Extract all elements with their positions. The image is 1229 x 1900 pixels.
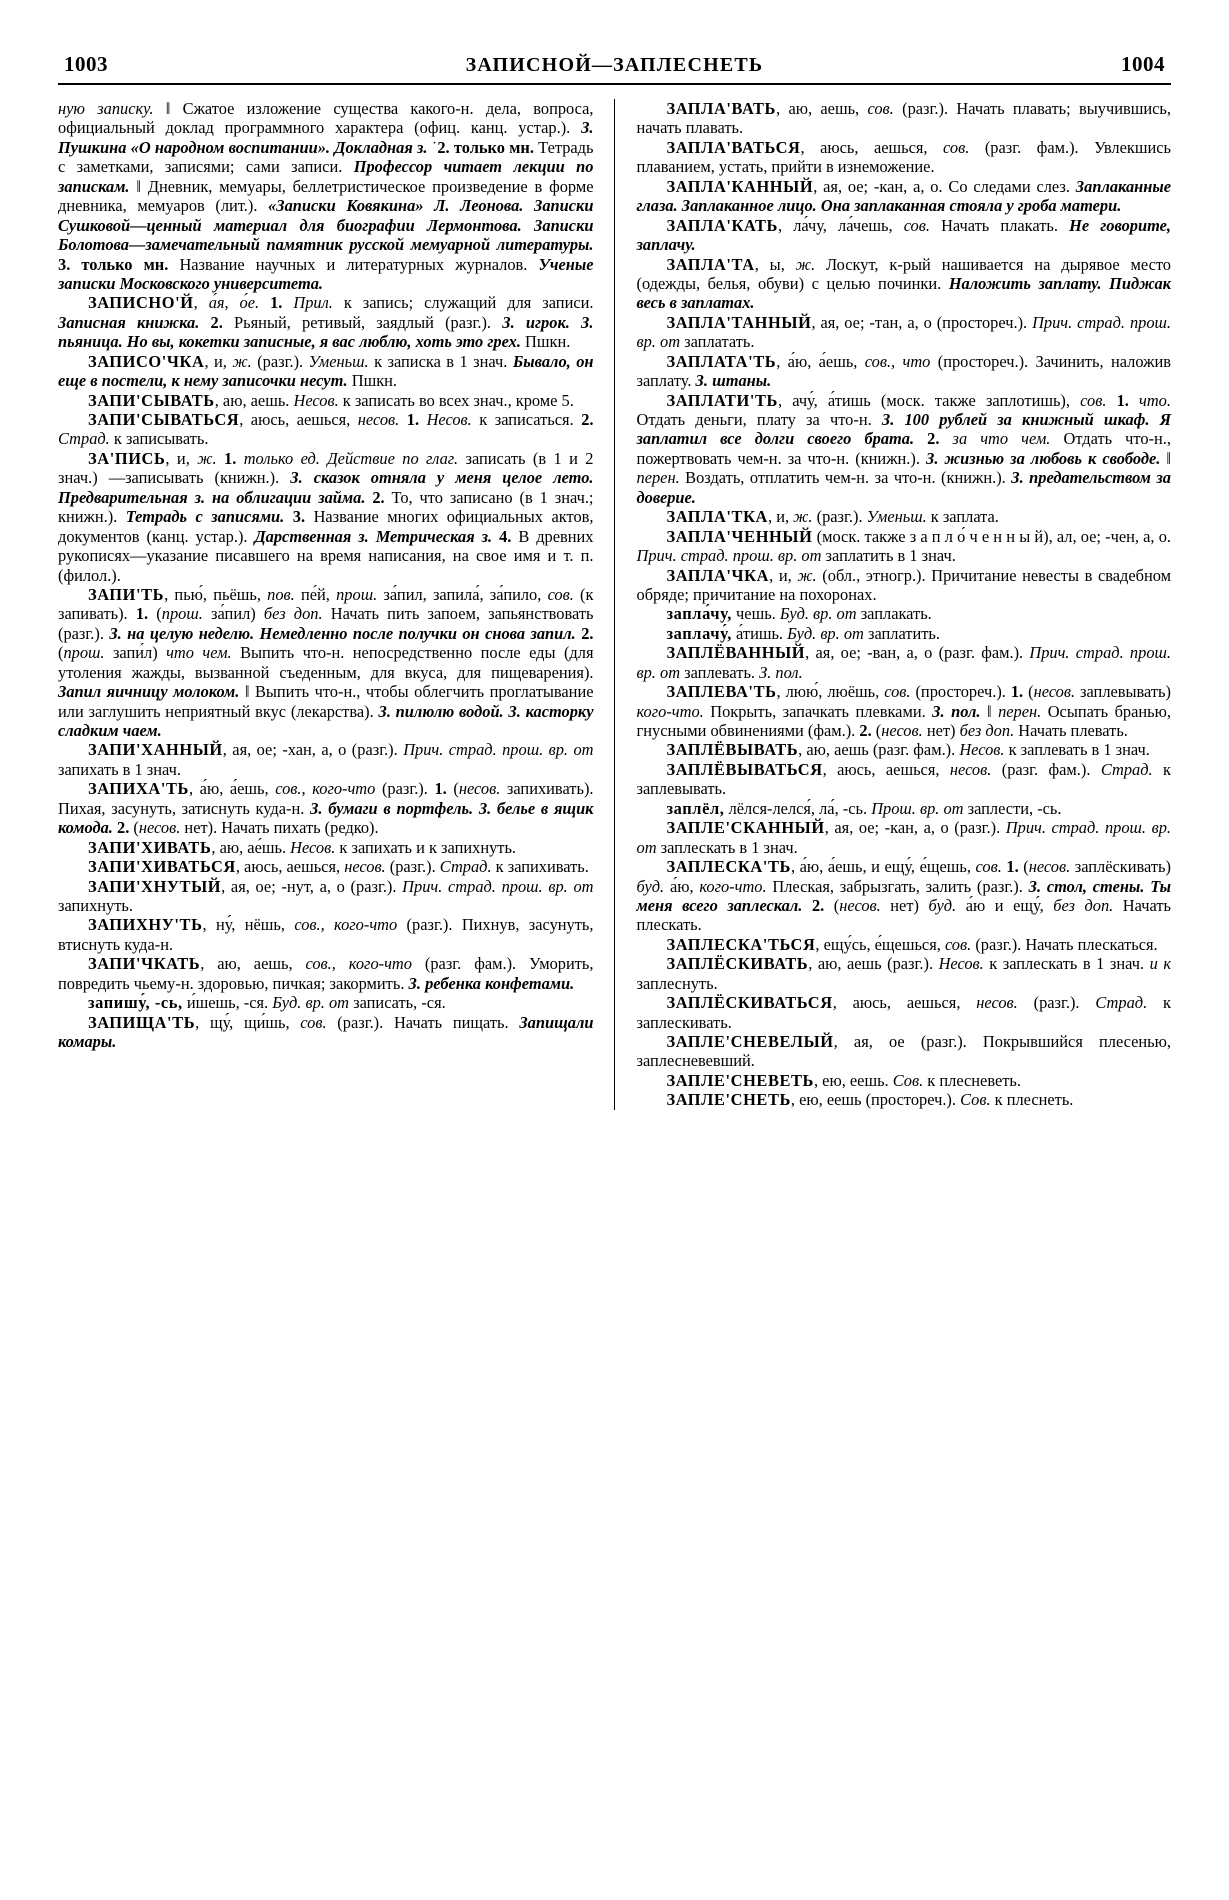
- dictionary-entry: ЗАПЛАТА'ТЬ, а́ю, а́ешь, сов., что (простореч.). Зачинить, наложив заплату. З. штаны.: [636, 351, 1171, 391]
- dictionary-entry: ЗАПЛА'КАТЬ, ла́чу, ла́чешь, сов. Начать плакать. Не говорите, заплачу.: [636, 215, 1171, 255]
- dictionary-entry: запишу́, -сь, и́шешь, -ся. Буд. вр. от записать, -ся.: [88, 993, 446, 1013]
- dictionary-entry: ЗА'ПИСЬ, и, ж. 1. только ед. Действие по глаг. записать (в 1 и 2 знач.) —записывать (книжн.). З. сказок отняла у меня целое лето. Предварительная з. на облигации займа. 2. То, что записано (в 1 знач.; книжн.). Тетрадь с записями. 3. Название многих официальных актов, документов (канц. устар.). Дарственная з. Метрическая з. 4. В древних рукописях—указание писавшего на время написания, на свое имя и т. п. (филол.).: [58, 448, 594, 585]
- dictionary-entry: ЗАПЛЁСКИВАТЬСЯ, аюсь, аешься, несов. (разг.). Страд. к заплескивать.: [636, 993, 1171, 1032]
- dictionary-entry: ЗАПЛА'ТА, ы, ж. Лоскут, к-рый нашивается на дырявое место (одежды, белья, обуви) с целью починки. Наложить заплату. Пиджак весь в заплатах.: [636, 254, 1171, 313]
- running-title: ЗАПИСНОЙ—ЗАПЛЕСНЕТЬ: [465, 54, 764, 76]
- dictionary-entry: ЗАПЛА'ВАТЬ, аю, аешь, сов. (разг.). Начать плавать; выучившись, начать плавать.: [636, 99, 1171, 138]
- dictionary-entry: ЗАПЛЕСКА'ТЬ, а́ю, а́ешь, и ещу́, е́щешь, сов. 1. (несов. заплёскивать) буд. а́ю, кого-что. Плеская, забрызгать, залить (разг.). З. стол, стены. Ты меня всего заплескал. 2. (несов. нет) буд. а́ю и ещу́, без доп. Начать плескать.: [636, 857, 1171, 935]
- dictionary-entry: ЗАПЛЕ'СНЕВЕТЬ, ею, еешь. Сов. к плесневеть.: [666, 1070, 1021, 1090]
- dictionary-entry: ЗАПЛА'ТАННЫЙ, ая, ое; -тан, а, о (простореч.). Прич. страд. прош. вр. от заплатать.: [636, 312, 1171, 352]
- dictionary-entry: ЗАПИСНО'Й, а́я, о́е. 1. Прил. к запись; служащий для записи. Записная книжка. 2. Рьяный, ретивый, заядлый (разг.). З. игрок. З. пьяница. Но вы, кокетки записные, я вас люблю, хоть это грех. Пшкн.: [58, 293, 594, 352]
- folio-right: 1004: [1121, 52, 1165, 76]
- dictionary-entry: ЗАПЛЁСКИВАТЬ, аю, аешь (разг.). Несов. к заплескать в 1 знач. и к заплеснуть.: [636, 954, 1171, 993]
- dictionary-entry: ЗАПЛА'КАННЫЙ, ая, ое; -кан, а, о. Со следами слез. Заплаканные глаза. Заплаканное лицо. Она заплаканная стояла у гроба матери.: [636, 176, 1171, 216]
- dictionary-entry: ЗАПЛА'ЧКА, и, ж. (обл., этногр.). Причитание невесты в свадебном обряде; причитание на похоронах.: [636, 565, 1171, 604]
- dictionary-entry: ЗАПЛЕСКА'ТЬСЯ, ещу́сь, е́щешься, сов. (разг.). Начать плескаться.: [666, 934, 1158, 954]
- dictionary-entry: ЗАПИ'ХНУТЫЙ, ая, ое; -нут, а, о (разг.). Прич. страд. прош. вр. от запихнуть.: [58, 876, 594, 915]
- dictionary-entry: заплачу́, а́тишь. Буд. вр. от заплатить.: [666, 623, 940, 643]
- columns-container: [58, 99, 1171, 1110]
- dictionary-entry: ЗАПИ'ХИВАТЬ, аю, ае́шь. Несов. к запихать и к запихнуть.: [88, 837, 517, 857]
- dictionary-entry: ЗАПИЩА'ТЬ, щу́, щи́шь, сов. (разг.). Начать пищать. Запищали комары.: [58, 1012, 594, 1051]
- dictionary-entry: ЗАПЛЕ'СКАННЫЙ, ая, ое; -кан, а, о (разг.). Прич. страд. прош. вр. от заплескать в 1 знач.: [636, 818, 1171, 857]
- dictionary-entry: ЗАПИ'ХАННЫЙ, ая, ое; -хан, а, о (разг.). Прич. страд. прош. вр. от запихать в 1 знач.: [58, 740, 594, 779]
- dictionary-entry: ЗАПЛАТИ'ТЬ, ачу́, а́тишь (моск. также заплотишь), сов. 1. что. Отдать деньги, плату за что-н. З. 100 рублей за книжный шкаф. Я заплатил все долги своего брата. 2. за что чем. Отдать что-н., пожертвовать чем-н. за что-н. (книжн.). З. жизнью за любовь к свободе. ‖ перен. Воздать, отплатить чем-н. за что-н. (книжн.). З. предательством за доверие.: [636, 390, 1171, 507]
- dictionary-entry: заплёл, лёлся-лелся́, ла́, -сь. Прош. вр. от заплести, -сь.: [666, 798, 1062, 818]
- dictionary-entry: ЗАПИХА'ТЬ, а́ю, а́ешь, сов., кого-что (разг.). 1. (несов. запихивать). Пихая, засунуть, затиснуть куда-н. З. бумаги в портфель. З. белье в ящик комода. 2. (несов. нет). Начать пихать (редко).: [58, 779, 594, 838]
- dictionary-entry: ЗАПЛЁВЫВАТЬСЯ, аюсь, аешься, несов. (разг. фам.). Страд. к заплевывать.: [636, 759, 1171, 799]
- dictionary-entry: ЗАПЛЁВЫВАТЬ, аю, аешь (разг. фам.). Несов. к заплевать в 1 знач.: [666, 740, 1150, 760]
- dictionary-entry: ЗАПИ'ХИВАТЬСЯ, аюсь, аешься, несов. (разг.). Страд. к запихивать.: [88, 857, 589, 877]
- dictionary-entry: ЗАПЛЕ'СНЕВЕЛЫЙ, ая, ое (разг.). Покрывшийся плесенью, заплесневевший.: [636, 1032, 1171, 1071]
- dictionary-entry: ЗАПЛА'ВАТЬСЯ, аюсь, аешься, сов. (разг. фам.). Увлекшись плаванием, устать, прийти в изнеможение.: [636, 137, 1171, 177]
- dictionary-entry: ЗАПЛЕВА'ТЬ, люю́, люёшь, сов. (простореч.). 1. (несов. заплевывать) кого-что. Покрыть, запачкать плевками. З. пол. ‖ перен. Осыпать бранью, гнусными обвинениями (фам.). 2. (несов. нет) без доп. Начать плевать.: [636, 682, 1171, 740]
- dictionary-entry: ЗАПЛЕ'СНЕТЬ, ею, еешь (простореч.). Сов. к плеснеть.: [666, 1090, 1074, 1110]
- dictionary-entry: ЗАПИСО'ЧКА, и, ж. (разг.). Уменьш. к записка в 1 знач. Бывало, он еще в постели, к нему записочки несут. Пшкн.: [58, 351, 594, 391]
- column-right: [615, 99, 1172, 1110]
- dictionary-entry: ЗАПЛА'ТКА, и, ж. (разг.). Уменьш. к заплата.: [666, 507, 999, 527]
- dictionary-entry: ЗАПЛЁВАННЫЙ, ая, ое; -ван, а, о (разг. фам.). Прич. страд. прош. вр. от заплевать. З. пол.: [636, 643, 1171, 682]
- dictionary-entry: ЗАПИХНУ'ТЬ, ну́, нёшь, сов., кого-что (разг.). Пихнув, засунуть, втиснуть куда-н.: [58, 915, 594, 954]
- dictionary-entry: ЗАПИ'СЫВАТЬСЯ, аюсь, аешься, несов. 1. Несов. к записаться. 2. Страд. к записывать.: [58, 410, 594, 449]
- folio-left: 1003: [64, 52, 108, 76]
- dictionary-entry: ЗАПИ'ТЬ, пью́, пьёшь, пов. пе́й, прош. за́пил, запила́, за́пило, сов. (к запивать). 1. (прош. за́пил) без доп. Начать пить запоем, запьянствовать (разг.). З. на целую неделю. Немедленно после получки он снова запил. 2. (прош. запи́л) что чем. Выпить что-н. непосредственно после еды (для утоления жажды, вызванной съеденным, для вкуса, для пищеварения). Запил яичницу молоком. ‖ Выпить что-н., чтобы облегчить проглатывание или заглушить неприятный вкус (лекарства). З. пилюлю водой. З. касторку сладким чаем.: [58, 584, 594, 740]
- header-divider: [58, 83, 1171, 85]
- dictionary-entry: ЗАПЛА'ЧЕННЫЙ (моск. также з а п л о́ ч е н н ы й), ал, ое; -чен, а, о. Прич. страд. прош. вр. от заплатить в 1 знач.: [636, 526, 1171, 566]
- dictionary-entry: запла́чу, чешь. Буд. вр. от заплакать.: [666, 604, 932, 624]
- dictionary-entry: ЗАПИ'ЧКАТЬ, аю, аешь, сов., кого-что (разг. фам.). Уморить, повредить чьему-н. здоровью, пичкая; закормить. З. ребенка конфетами.: [58, 954, 594, 993]
- column-left: [58, 99, 615, 1110]
- page-header: [58, 52, 1171, 81]
- entry-continuation: ную записку. ‖ Сжатое изложение существа какого-н. дела, вопроса, официальный доклад программного характера (офиц. канц. устар.). З. Пушкина «О народном воспитании». Докладная з. ˙2. только мн. Тетрадь с заметками, записями; сами записи. Профессор читает лекции по запискам. ‖ Дневник, мемуары, беллетристическое произведение в форме дневника, мемуаров (лит.). «Записки Ковякина» Л. Леонова. Записки Сушковой—ценный материал для биографии Лермонтова. Записки Болотова—замечательный памятник русской мемуарной литературы. 3. только мн. Название научных и литературных журналов. Ученые записки Московского университета.: [58, 99, 594, 293]
- dictionary-entry: ЗАПИ'СЫВАТЬ, аю, аешь. Несов. к записать во всех знач., кроме 5.: [88, 390, 574, 410]
